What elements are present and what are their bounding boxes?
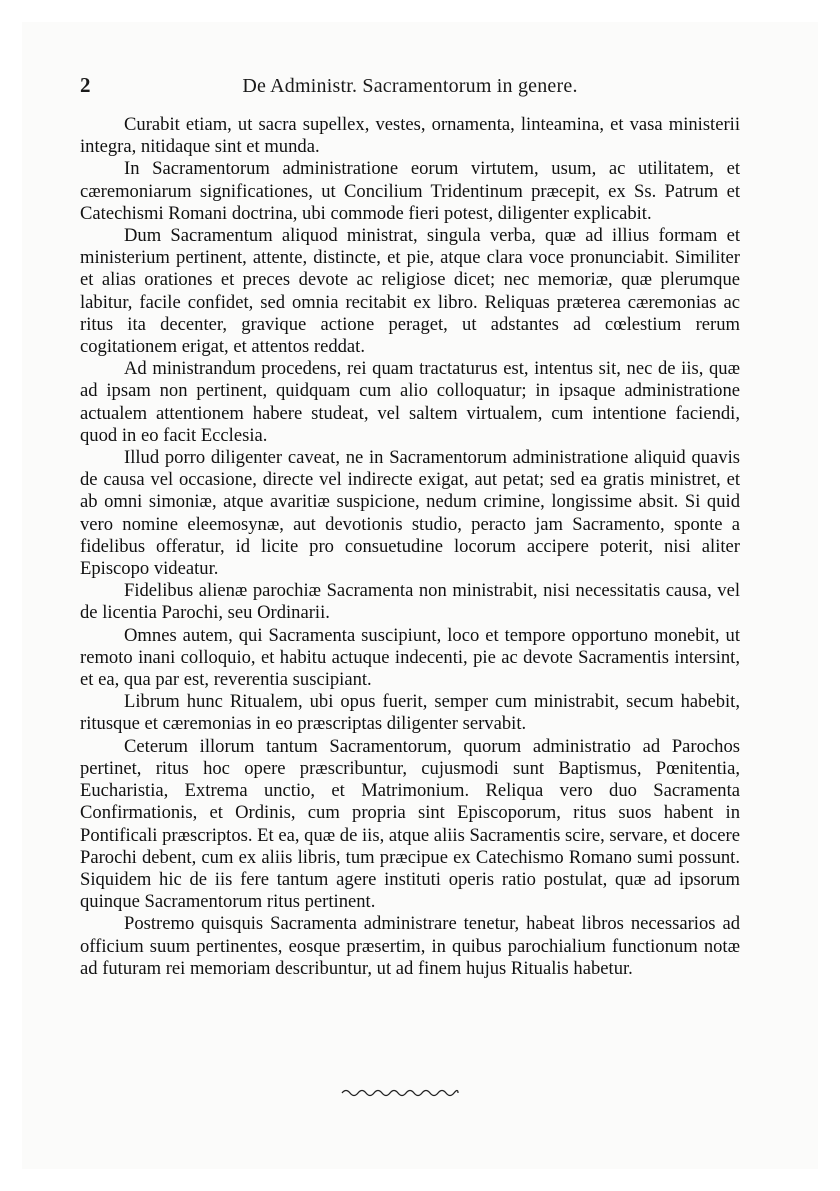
paragraph: Illud porro diligenter caveat, ne in Sacramentorum administratione aliquid quavis de causa vel occasione, directe vel indirecte exigat, aut petat; sed ea gratis ministret, et ab omni simoniæ, atque avaritiæ suspicione, nedum crimine, longissime absit. Si quid vero nomine eleemosynæ, aut devotionis studio, peracto jam Sacramento, sponte a fidelibus offeratur, id licite pro consuetudine locorum accipere poterit, nisi aliter Episcopo videatur.	[80, 447, 740, 580]
paragraph: Librum hunc Ritualem, ubi opus fuerit, semper cum ministrabit, secum habebit, ritusque et cæremonias in eo præscriptas diligenter servabit.	[80, 691, 740, 735]
paragraph: Ad ministrandum procedens, rei quam tractaturus est, intentus sit, nec de iis, quæ ad ipsam non pertinent, quidquam cum alio colloquatur; in ipsaque administratione actualem attentionem habere studeat, vel saltem virtualem, cum intentione faciendi, quod in eo facit Ecclesia.	[80, 358, 740, 446]
paragraph: Omnes autem, qui Sacramenta suscipiunt, loco et tempore opportuno monebit, ut remoto inani colloquio, et habitu actuque indecenti, pie ac devote Sacramentis intersint, et ea, qua par est, reverentia suscipiant.	[80, 624, 740, 691]
paragraph: Dum Sacramentum aliquod ministrat, singula verba, quæ ad illius formam et ministerium pertinent, attente, distincte, et pie, atque clara voce pronunciabit. Similiter et alias orationes et preces devote ac religiose dicet; nec memoriæ, quæ plerumque labitur, facile confidet, sed omnia recitabit ex libro. Reliquas præterea cæremonias ac ritus ita decenter, gravique actione peraget, ut adstantes ad cœlestium rerum cogitationem erigat, et attentos reddat.	[80, 225, 740, 358]
running-title: De Administr. Sacramentorum in genere.	[242, 75, 578, 97]
paragraph: In Sacramentorum administratione eorum virtutem, usum, ac utilitatem, et cæremoniarum significationes, ut Concilium Tridentinum præcepit, ex Ss. Patrum et Catechismi Romani doctrina, ubi commode fieri potest, diligenter explicabit.	[80, 158, 740, 224]
body-text	[80, 114, 740, 980]
paragraph: Curabit etiam, ut sacra supellex, vestes, ornamenta, linteamina, et vasa ministerii integra, nitidaque sint et munda.	[80, 114, 740, 158]
paragraph: Ceterum illorum tantum Sacramentorum, quorum administratio ad Parochos pertinet, ritus hoc opere præscribuntur, cujusmodi sunt Baptismus, Pœnitentia, Eucharistia, Extrema unctio, et Matrimonium. Reliqua vero duo Sacramenta Confirmationis, et Ordinis, cum propria sint Episcoporum, ritus suos habent in Pontificali præscriptos. Et ea, quæ de iis, atque aliis Sacramentis scire, servare, et docere Parochi debent, cum ex aliis libris, tum præcipue ex Catechismo Romano sumi possunt. Siquidem hic de iis fere tantum agere instituti operis ratio postulat, quæ ad ipsorum quinque Sacramentorum ritus pertinent.	[80, 735, 740, 913]
page-header	[80, 73, 740, 103]
paragraph: Fidelibus alienæ parochiæ Sacramenta non ministrabit, nisi necessitatis causa, vel de licentia Parochi, seu Ordinarii.	[80, 580, 740, 624]
wavy-ornament-icon	[340, 1086, 460, 1100]
paragraph: Postremo quisquis Sacramenta administrare tenetur, habeat libros necessarios ad officium suum pertinentes, eosque præsertim, in quibus parochialium functionum notæ ad futuram rei memoriam describuntur, ut ad finem hujus Ritualis habetur.	[80, 913, 740, 979]
page-number: 2	[80, 73, 91, 97]
